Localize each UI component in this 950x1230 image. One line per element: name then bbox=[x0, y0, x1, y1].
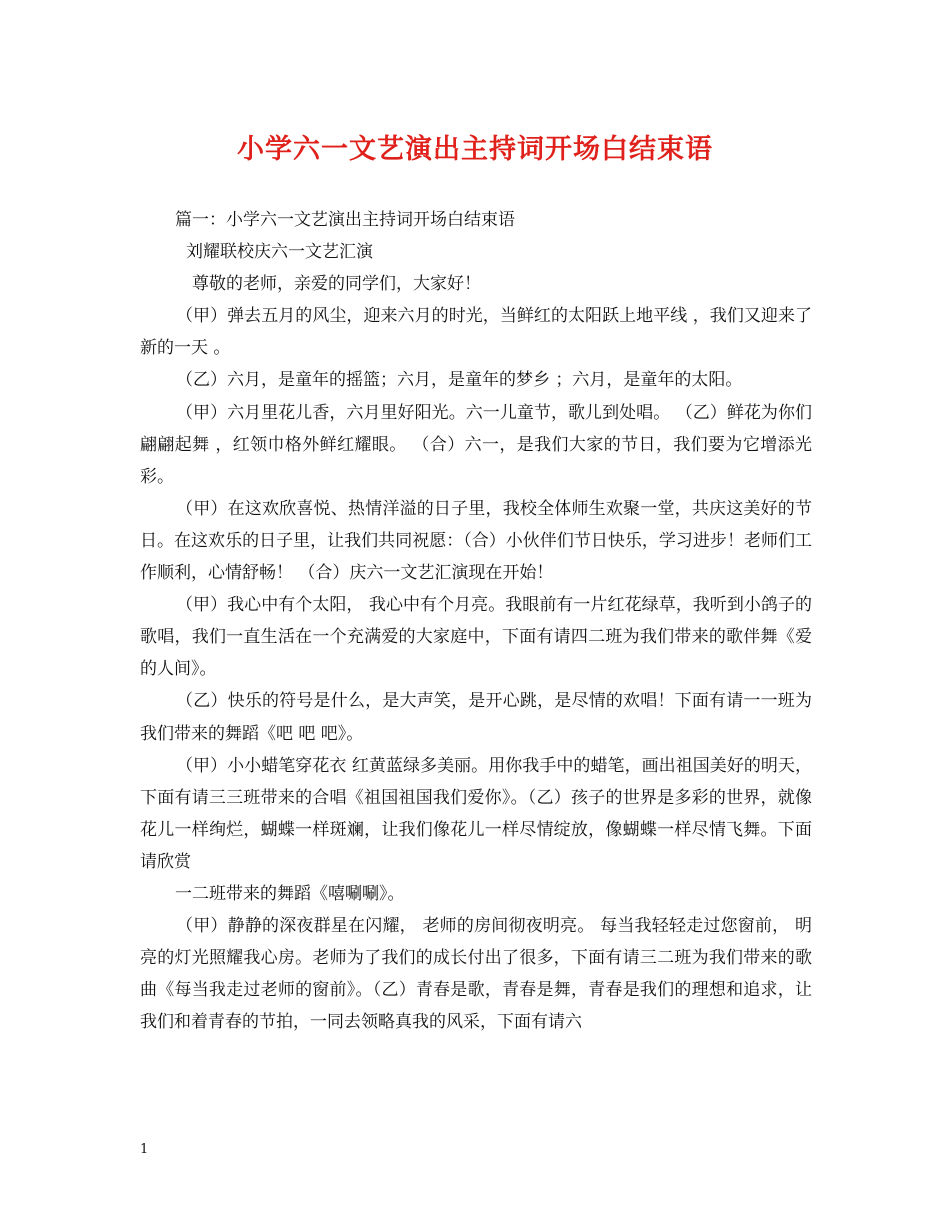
paragraph: 一二班带来的舞蹈《嘻唰唰》。 bbox=[175, 883, 405, 904]
page-number: 1 bbox=[140, 1142, 149, 1157]
paragraph: （甲）在这欢欣喜悦、热情洋溢的日子里，我校全体师生欢聚一堂，共庆这美好的节日。在这欢乐的日子里，让我们共同祝愿：（合）小伙伴们节日快乐，学习进步！老师们工作顺利，心情舒畅！ （合）庆六一文艺汇演现在开始！ bbox=[140, 498, 812, 584]
paragraph: （甲）静静的深夜群星在闪耀， 老师的房间彻夜明亮。 每当我轻轻走过您窗前， 明亮的灯光照耀我心房。老师为了我们的成长付出了很多，下面有请三二班为我们带来的歌曲《每当我走过老师的窗前》。（乙）青春是歌，青春是舞，青春是我们的理想和追求，让我们和着青春的节拍，一同去领略真我的风采，下面有请六 bbox=[140, 916, 812, 1033]
paragraph: （甲）六月里花儿香，六月里好阳光。六一儿童节，歌儿到处唱。 （乙）鲜花为你们翩翩起舞 ，红领巾格外鲜红耀眼。 （合）六一，是我们大家的节日，我们要为它增添光彩。 bbox=[140, 402, 812, 487]
greeting-paragraph: 尊敬的老师，亲爱的同学们，大家好！ bbox=[192, 274, 481, 295]
paragraph: （甲）小小蜡笔穿花衣 红黄蓝绿多美丽。用你我手中的蜡笔，画出祖国美好的明天，下面有请三三班带来的合唱《祖国祖国我们爱你》。（乙）孩子的世界是多彩的世界，就像花儿一样绚烂，蝴蝶一样斑斓，让我们像花儿一样尽情绽放，像蝴蝶一样尽情飞舞。下面请欣赏 bbox=[140, 755, 812, 872]
document-title: 小学六一文艺演出主持词开场白结束语 bbox=[237, 134, 713, 165]
paragraph: （乙）六月，是童年的摇篮；六月，是童年的梦乡 ；六月，是童年的太阳。 bbox=[176, 370, 743, 391]
paragraph: （甲）我心中有个太阳， 我心中有个月亮。我眼前有一片红花绿草，我听到小鸽子的歌唱，我们一直生活在一个充满爱的大家庭中，下面有请四二班为我们带来的歌伴舞《爱的人间》。 bbox=[140, 595, 812, 680]
paragraph: （甲）弹去五月的风尘，迎来六月的时光，当鲜红的太阳跃上地平线 ，我们又迎来了新的一天 。 bbox=[140, 306, 812, 359]
event-name: 刘耀联校庆六一文艺汇演 bbox=[186, 242, 373, 263]
section-heading: 篇一：小学六一文艺演出主持词开场白结束语 bbox=[175, 210, 515, 230]
paragraph: （乙）快乐的符号是什么，是大声笑，是开心跳，是尽情的欢唱！下面有请一一班为我们带来的舞蹈《吧 吧 吧》。 bbox=[140, 691, 812, 744]
document-body bbox=[140, 204, 812, 1038]
